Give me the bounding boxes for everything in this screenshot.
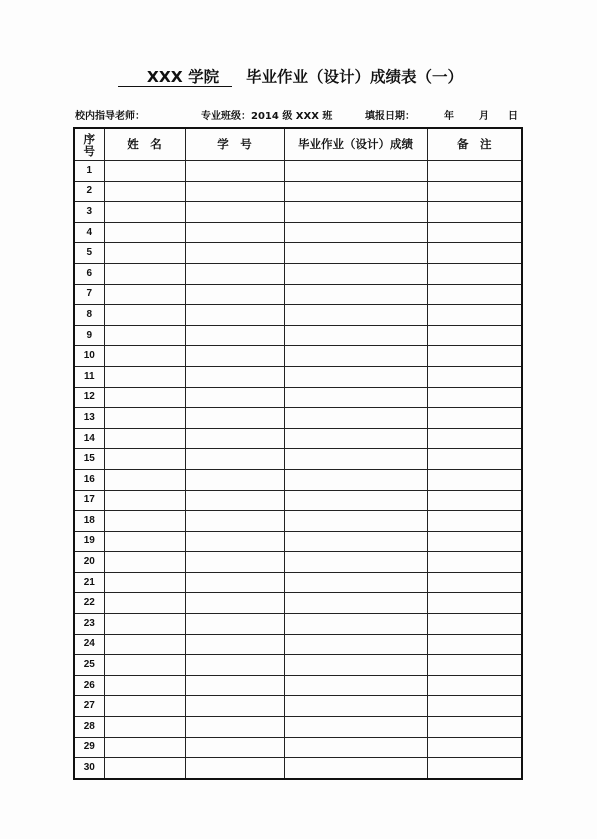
student-id-cell bbox=[185, 511, 284, 532]
remarks-cell bbox=[427, 552, 522, 573]
remarks-cell bbox=[427, 593, 522, 614]
student-id-cell bbox=[185, 263, 284, 284]
remarks-cell bbox=[427, 346, 522, 367]
name-cell bbox=[104, 161, 185, 182]
row-number: 15 bbox=[74, 449, 104, 470]
name-cell bbox=[104, 552, 185, 573]
grade-cell bbox=[284, 161, 427, 182]
name-cell bbox=[104, 655, 185, 676]
name-cell bbox=[104, 449, 185, 470]
table-row bbox=[74, 614, 522, 635]
table-row bbox=[74, 161, 522, 182]
table-row bbox=[74, 387, 522, 408]
remarks-cell bbox=[427, 572, 522, 593]
grade-cell bbox=[284, 572, 427, 593]
header-seq bbox=[74, 128, 104, 161]
table-row bbox=[74, 531, 522, 552]
table-row bbox=[74, 366, 522, 387]
remarks-cell bbox=[427, 243, 522, 264]
remarks-cell bbox=[427, 161, 522, 182]
grade-cell bbox=[284, 593, 427, 614]
row-number: 20 bbox=[74, 552, 104, 573]
grade-cell bbox=[284, 387, 427, 408]
remarks-cell bbox=[427, 696, 522, 717]
name-cell bbox=[104, 717, 185, 738]
advisor-label: 校内指导老师： bbox=[75, 111, 145, 122]
row-number: 27 bbox=[74, 696, 104, 717]
row-number: 11 bbox=[74, 366, 104, 387]
row-number: 1 bbox=[74, 161, 104, 182]
name-cell bbox=[104, 758, 185, 779]
grade-cell bbox=[284, 325, 427, 346]
name-cell bbox=[104, 202, 185, 223]
student-id-cell bbox=[185, 572, 284, 593]
row-number: 4 bbox=[74, 222, 104, 243]
name-cell bbox=[104, 408, 185, 429]
remarks-cell bbox=[427, 366, 522, 387]
table-row bbox=[74, 593, 522, 614]
name-cell bbox=[104, 305, 185, 326]
row-number: 10 bbox=[74, 346, 104, 367]
table-row bbox=[74, 572, 522, 593]
grade-cell bbox=[284, 717, 427, 738]
remarks-cell bbox=[427, 222, 522, 243]
row-number: 5 bbox=[74, 243, 104, 264]
grade-cell bbox=[284, 655, 427, 676]
name-cell bbox=[104, 675, 185, 696]
name-cell bbox=[104, 634, 185, 655]
row-number: 9 bbox=[74, 325, 104, 346]
student-id-cell bbox=[185, 387, 284, 408]
remarks-cell bbox=[427, 737, 522, 758]
student-id-cell bbox=[185, 634, 284, 655]
student-id-cell bbox=[185, 737, 284, 758]
header-remarks: 备 注 bbox=[427, 128, 522, 161]
header-seq-bottom: 号 bbox=[83, 143, 95, 158]
name-cell bbox=[104, 284, 185, 305]
remarks-cell bbox=[427, 428, 522, 449]
table-row bbox=[74, 325, 522, 346]
name-cell bbox=[104, 696, 185, 717]
grade-cell bbox=[284, 284, 427, 305]
student-id-cell bbox=[185, 614, 284, 635]
student-id-cell bbox=[185, 222, 284, 243]
student-id-cell bbox=[185, 655, 284, 676]
row-number: 17 bbox=[74, 490, 104, 511]
grade-cell bbox=[284, 366, 427, 387]
table-row bbox=[74, 675, 522, 696]
remarks-cell bbox=[427, 634, 522, 655]
student-id-cell bbox=[185, 469, 284, 490]
remarks-cell bbox=[427, 758, 522, 779]
student-id-cell bbox=[185, 449, 284, 470]
name-cell bbox=[104, 243, 185, 264]
table-row bbox=[74, 511, 522, 532]
grade-cell bbox=[284, 696, 427, 717]
name-cell bbox=[104, 490, 185, 511]
table-row bbox=[74, 655, 522, 676]
name-cell bbox=[104, 387, 185, 408]
table-row bbox=[74, 737, 522, 758]
class-label: 专业班级：2014 级 XXX 班 bbox=[201, 111, 333, 122]
student-id-cell bbox=[185, 552, 284, 573]
name-cell bbox=[104, 222, 185, 243]
header-name: 姓 名 bbox=[104, 128, 185, 161]
name-cell bbox=[104, 737, 185, 758]
grade-cell bbox=[284, 428, 427, 449]
grade-cell bbox=[284, 614, 427, 635]
remarks-cell bbox=[427, 469, 522, 490]
row-number: 12 bbox=[74, 387, 104, 408]
row-number: 14 bbox=[74, 428, 104, 449]
name-cell bbox=[104, 263, 185, 284]
grade-cell bbox=[284, 737, 427, 758]
row-number: 3 bbox=[74, 202, 104, 223]
remarks-cell bbox=[427, 263, 522, 284]
row-number: 19 bbox=[74, 531, 104, 552]
student-id-cell bbox=[185, 161, 284, 182]
row-number: 22 bbox=[74, 593, 104, 614]
row-number: 21 bbox=[74, 572, 104, 593]
remarks-cell bbox=[427, 449, 522, 470]
student-id-cell bbox=[185, 675, 284, 696]
row-number: 25 bbox=[74, 655, 104, 676]
row-number: 26 bbox=[74, 675, 104, 696]
row-number: 8 bbox=[74, 305, 104, 326]
grade-cell bbox=[284, 490, 427, 511]
table-row bbox=[74, 408, 522, 429]
remarks-cell bbox=[427, 511, 522, 532]
table-header-row bbox=[74, 128, 522, 161]
grade-cell bbox=[284, 469, 427, 490]
table-row bbox=[74, 181, 522, 202]
header-grade: 毕业作业（设计）成绩 bbox=[284, 128, 427, 161]
table-row bbox=[74, 263, 522, 284]
date-day-label: 日 bbox=[508, 111, 518, 122]
table-row bbox=[74, 469, 522, 490]
student-id-cell bbox=[185, 696, 284, 717]
remarks-cell bbox=[427, 284, 522, 305]
grade-cell bbox=[284, 222, 427, 243]
row-number: 18 bbox=[74, 511, 104, 532]
name-cell bbox=[104, 531, 185, 552]
row-number: 24 bbox=[74, 634, 104, 655]
table-row bbox=[74, 346, 522, 367]
remarks-cell bbox=[427, 202, 522, 223]
row-number: 2 bbox=[74, 181, 104, 202]
name-cell bbox=[104, 593, 185, 614]
date-label: 填报日期： bbox=[365, 111, 415, 122]
remarks-cell bbox=[427, 408, 522, 429]
student-id-cell bbox=[185, 181, 284, 202]
remarks-cell bbox=[427, 305, 522, 326]
grade-cell bbox=[284, 408, 427, 429]
table-row bbox=[74, 449, 522, 470]
remarks-cell bbox=[427, 717, 522, 738]
student-id-cell bbox=[185, 593, 284, 614]
table-row bbox=[74, 243, 522, 264]
student-id-cell bbox=[185, 325, 284, 346]
name-cell bbox=[104, 366, 185, 387]
grade-cell bbox=[284, 531, 427, 552]
grade-cell bbox=[284, 634, 427, 655]
header-student-id: 学 号 bbox=[185, 128, 284, 161]
grade-cell bbox=[284, 449, 427, 470]
row-number: 29 bbox=[74, 737, 104, 758]
grade-cell bbox=[284, 305, 427, 326]
grade-cell bbox=[284, 511, 427, 532]
header-seq-top: 序 bbox=[83, 131, 95, 146]
remarks-cell bbox=[427, 490, 522, 511]
table-row bbox=[74, 428, 522, 449]
table-row bbox=[74, 634, 522, 655]
grade-cell bbox=[284, 263, 427, 284]
name-cell bbox=[104, 511, 185, 532]
name-cell bbox=[104, 469, 185, 490]
student-id-cell bbox=[185, 531, 284, 552]
table-row bbox=[74, 758, 522, 779]
student-id-cell bbox=[185, 758, 284, 779]
grade-cell bbox=[284, 346, 427, 367]
row-number: 7 bbox=[74, 284, 104, 305]
table-row bbox=[74, 222, 522, 243]
name-cell bbox=[104, 428, 185, 449]
grade-cell bbox=[284, 552, 427, 573]
form-title: 毕业作业（设计）成绩表（一） bbox=[246, 68, 464, 86]
row-number: 6 bbox=[74, 263, 104, 284]
row-number: 16 bbox=[74, 469, 104, 490]
remarks-cell bbox=[427, 387, 522, 408]
remarks-cell bbox=[427, 181, 522, 202]
row-number: 28 bbox=[74, 717, 104, 738]
student-id-cell bbox=[185, 428, 284, 449]
table-row bbox=[74, 717, 522, 738]
grade-cell bbox=[284, 675, 427, 696]
remarks-cell bbox=[427, 675, 522, 696]
school-name-title: XXX 学院 bbox=[118, 68, 232, 87]
remarks-cell bbox=[427, 325, 522, 346]
student-id-cell bbox=[185, 346, 284, 367]
row-number: 23 bbox=[74, 614, 104, 635]
student-id-cell bbox=[185, 717, 284, 738]
remarks-cell bbox=[427, 531, 522, 552]
remarks-cell bbox=[427, 655, 522, 676]
table-row bbox=[74, 696, 522, 717]
student-id-cell bbox=[185, 490, 284, 511]
name-cell bbox=[104, 325, 185, 346]
name-cell bbox=[104, 346, 185, 367]
date-month-label: 月 bbox=[479, 111, 489, 122]
student-id-cell bbox=[185, 202, 284, 223]
remarks-cell bbox=[427, 614, 522, 635]
grade-cell bbox=[284, 243, 427, 264]
student-id-cell bbox=[185, 366, 284, 387]
table-row bbox=[74, 305, 522, 326]
grade-cell bbox=[284, 202, 427, 223]
student-id-cell bbox=[185, 284, 284, 305]
name-cell bbox=[104, 181, 185, 202]
student-id-cell bbox=[185, 305, 284, 326]
grade-cell bbox=[284, 758, 427, 779]
name-cell bbox=[104, 572, 185, 593]
table-row bbox=[74, 284, 522, 305]
table-row bbox=[74, 202, 522, 223]
student-id-cell bbox=[185, 243, 284, 264]
grade-table bbox=[73, 127, 523, 780]
student-id-cell bbox=[185, 408, 284, 429]
row-number: 30 bbox=[74, 758, 104, 779]
table-row bbox=[74, 552, 522, 573]
table-body bbox=[74, 161, 522, 779]
date-year-label: 年 bbox=[444, 111, 454, 122]
row-number: 13 bbox=[74, 408, 104, 429]
grade-cell bbox=[284, 181, 427, 202]
table-row bbox=[74, 490, 522, 511]
name-cell bbox=[104, 614, 185, 635]
